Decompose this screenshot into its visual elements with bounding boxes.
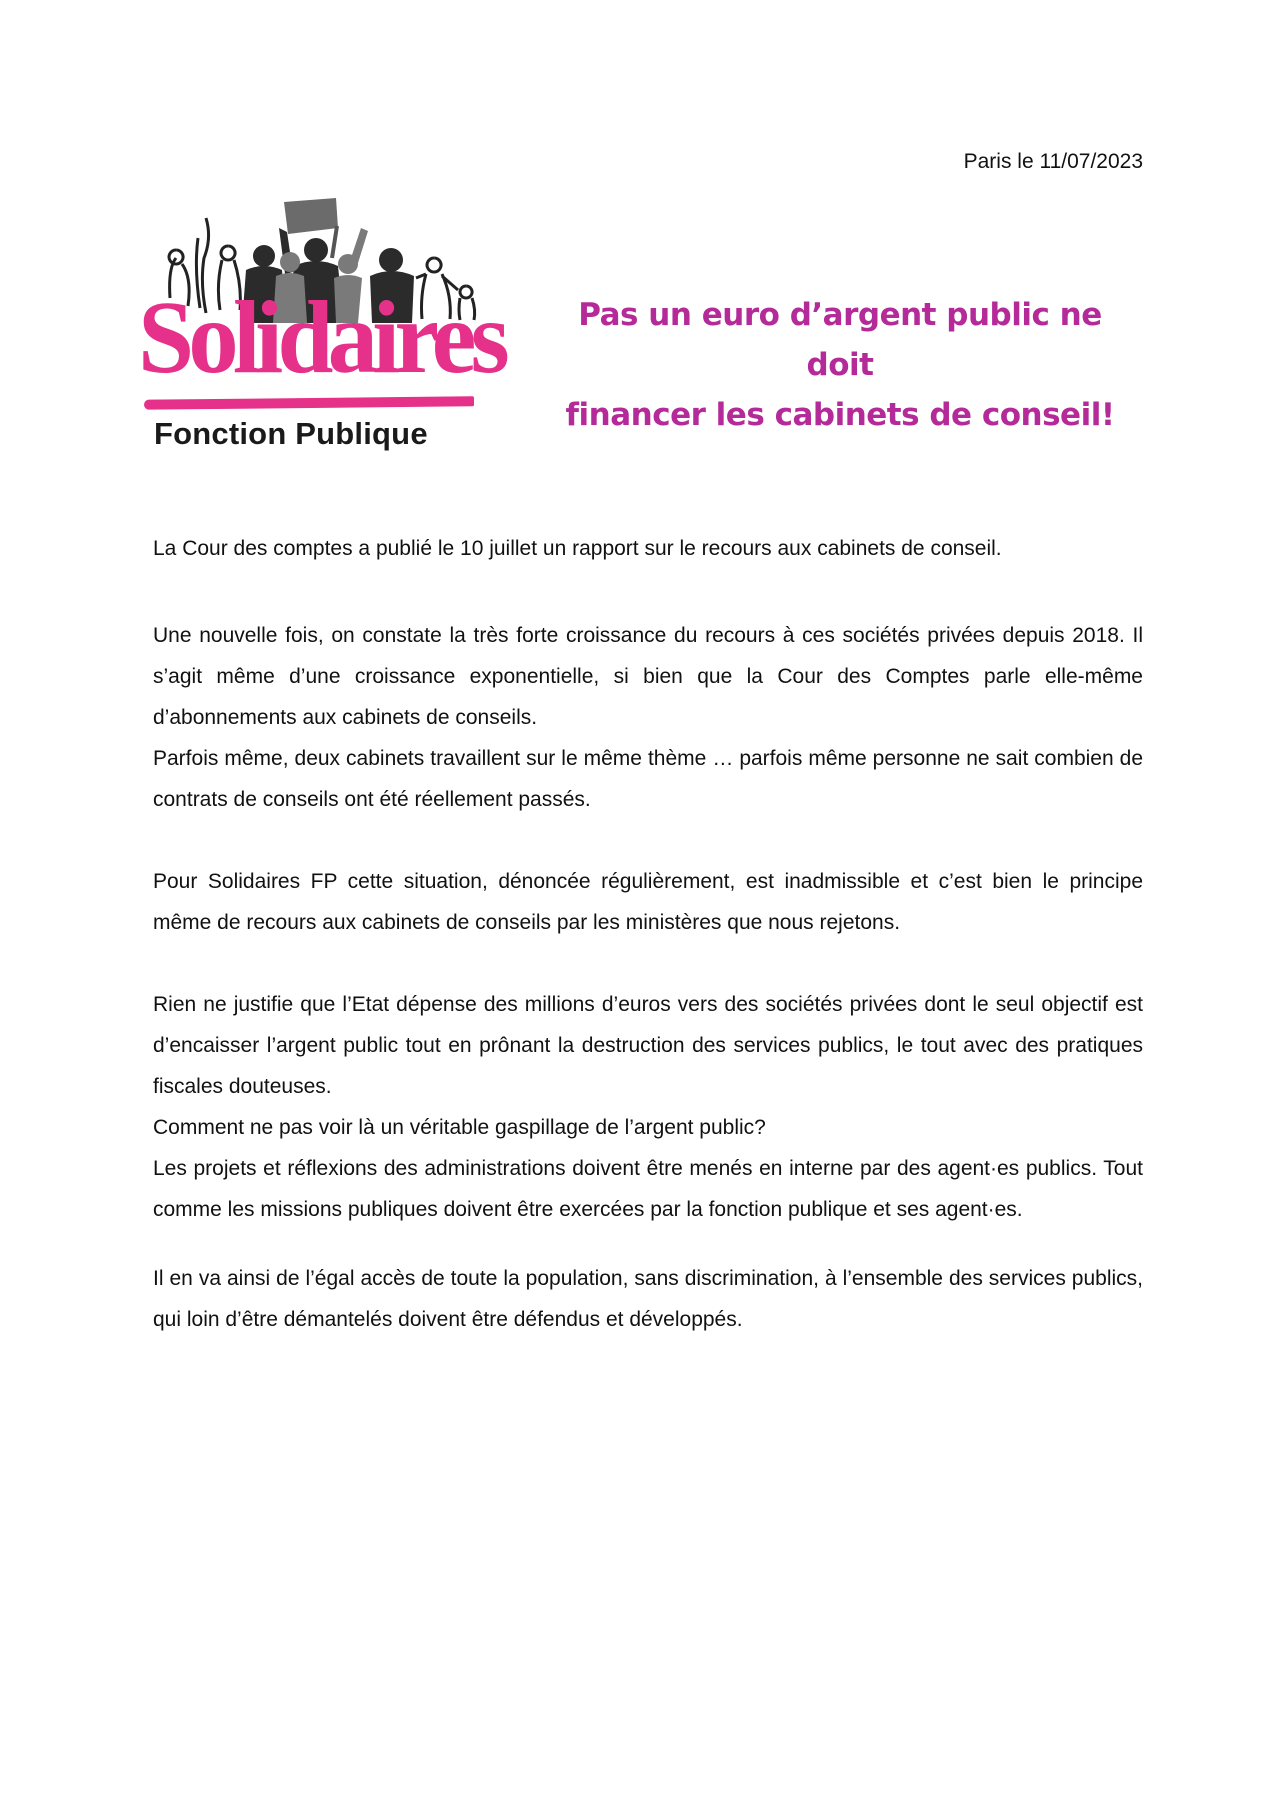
paragraph-spacer (153, 943, 1143, 984)
paragraph-spacer (153, 1230, 1143, 1258)
logo (136, 198, 504, 458)
paragraph-2-line-2: Parfois même, deux cabinets travaillent sur le même thème … parfois même personne ne sait combien de contrats de conseils ont été réellement passés. (153, 747, 1143, 811)
logo-subtitle: Fonction Publique (154, 416, 428, 451)
paragraph-5: Il en va ainsi de l’égal accès de toute la population, sans discrimination, à l’ensemble des services publics, qui loin d’être démantelés doivent être défendus et développés. (153, 1267, 1143, 1331)
paragraph-3: Pour Solidaires FP cette situation, dénoncée régulièrement, est inadmissible et c’est bien le principe même de recours aux cabinets de conseils par les ministères que nous rejetons. (153, 870, 1143, 934)
paragraph-1: La Cour des comptes a publié le 10 juillet un rapport sur le recours aux cabinets de conseil. (153, 537, 1002, 560)
page-title (540, 290, 1140, 440)
body-text (153, 528, 1143, 1340)
date-line: Paris le 11/07/2023 (963, 150, 1143, 173)
logo-wordmark: Solidaires (138, 280, 504, 395)
logo-underline-stroke (144, 396, 474, 409)
title-line-1: Pas un euro d’argent public ne doit (578, 297, 1102, 383)
paragraph-4: Rien ne justifie que l’Etat dépense des millions d’euros vers des sociétés privées dont le seul objectif est d’encaisser l’argent public tout en prônant la destruction des services publics, le tout avec des pratiques fiscales douteuses. (153, 993, 1143, 1098)
paragraph-spacer (153, 569, 1143, 615)
paragraph-4-line-2: Comment ne pas voir là un véritable gaspillage de l’argent public? (153, 1116, 766, 1139)
paragraph-4-line-3: Les projets et réflexions des administrations doivent être menés en interne par des agent·es publics. Tout comme les missions publiques doivent être exercées par la fonction publique et ses agent·es. (153, 1157, 1143, 1221)
paragraph-spacer (153, 820, 1143, 861)
title-line-2: financer les cabinets de conseil! (565, 397, 1115, 433)
paragraph-2: Une nouvelle fois, on constate la très forte croissance du recours à ces sociétés privées depuis 2018. Il s’agit même d’une croissance exponentielle, si bien que la Cour des Comptes parle elle-même d’abonnements aux cabinets de conseils. (153, 624, 1143, 729)
